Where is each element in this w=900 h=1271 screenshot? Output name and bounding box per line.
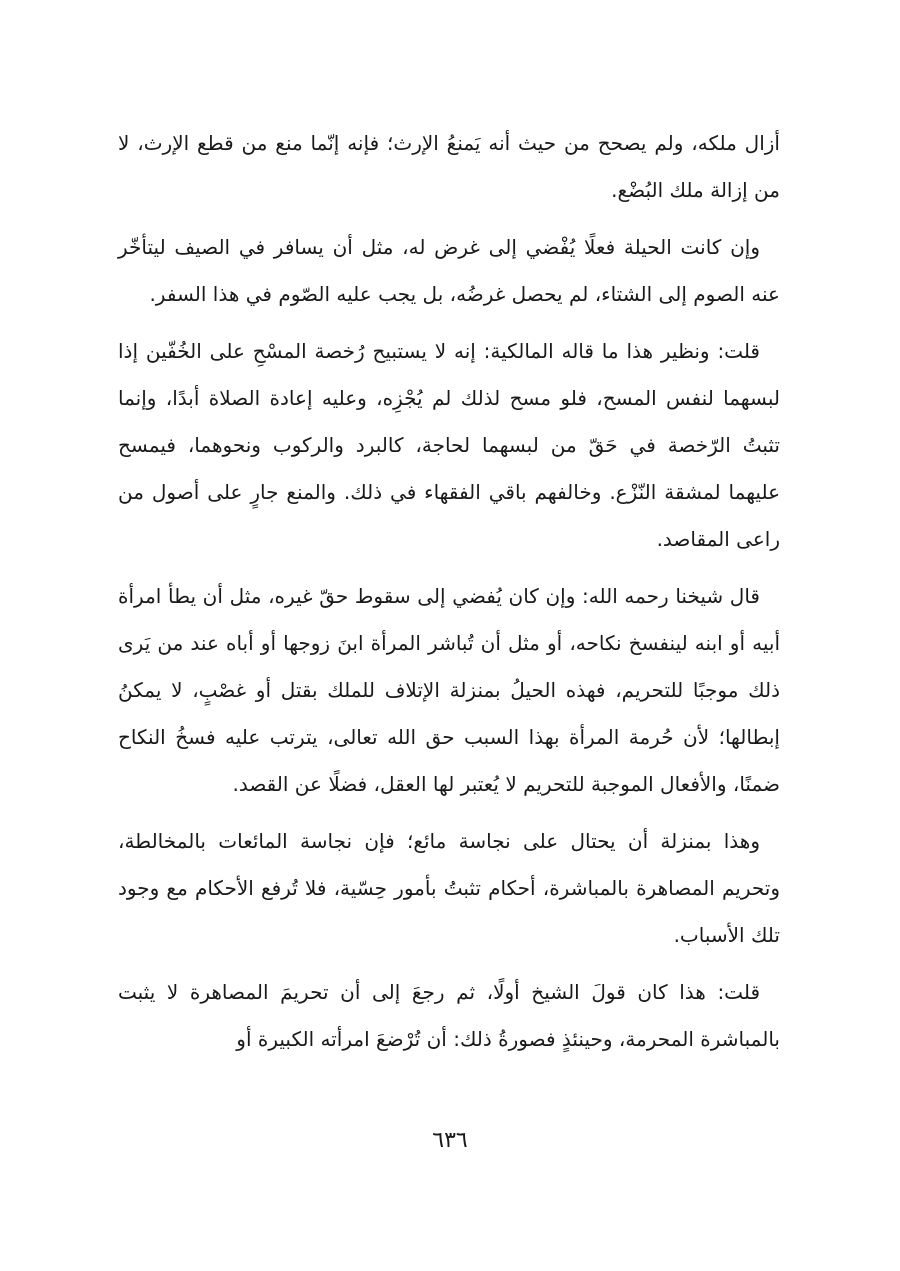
page-number: ٦٣٦ — [432, 1128, 468, 1153]
paragraph: قال شيخنا رحمه الله: وإن كان يُفضي إلى سقوط حقّ غيره، مثل أن يطأ امرأة أبيه أو ابنه لينفسخ نكاحه، أو مثل أن تُباشر المرأة ابنَ زوجها أو أباه عند من يَرى ذلك موجبًا للتحريم، فهذه الحيلُ بمنزلة الإتلاف للملك بقتل أو غصْبٍ، لا يمكنُ إبطالها؛ لأن حُرمة المرأة بهذا السبب حق الله تعالى، يترتب عليه فسخُ النكاح ضمنًا، والأفعال الموجبة للتحريم لا يُعتبر لها العقل، فضلًا عن القصد. — [118, 584, 780, 796]
paragraph: وهذا بمنزلة أن يحتال على نجاسة مائع؛ فإن نجاسة المائعات بالمخالطة، وتحريم المصاهرة بالمباشرة، أحكام تثبتُ بأمور حِسّية، فلا تُرفع الأحكام مع وجود تلك الأسباب. — [118, 829, 780, 947]
paragraph: قلت: ونظير هذا ما قاله المالكية: إنه لا يستبيح رُخصة المسْحِ على الخُفّين إذا لبسهما لنفس المسح، فلو مسح لذلك لم يُجْزِه، وعليه إعادة الصلاة أبدًا، وإنما تثبتُ الرّخصة في حَقّ من لبسهما لحاجة، كالبرد والركوب ونحوهما، فيمسح عليهما لمشقة النّزْع. وخالفهم باقي الفقهاء في ذلك. والمنع جارٍ على أصول من راعى المقاصد. — [118, 339, 780, 551]
paragraph: أزال ملكه، ولم يصحح من حيث أنه يَمنعُ الإرث؛ فإنه إنّما منع من قطع الإرث، لا من إزالة ملك البُضْع. — [118, 131, 780, 202]
paragraph: قلت: هذا كان قولَ الشيخ أولًا، ثم رجعَ إلى أن تحريمَ المصاهرة لا يثبت بالمباشرة المحرمة، وحينئذٍ فصورةُ ذلك: أن تُرْضعَ امرأته الكبيرة أو — [118, 980, 780, 1051]
paragraph: وإن كانت الحيلة فعلًا يُفْضي إلى غرض له، مثل أن يسافر في الصيف ليتأخّر عنه الصوم إلى الشتاء، لم يحصل غرضُه، بل يجب عليه الصّوم في هذا السفر. — [118, 235, 780, 306]
body-text — [118, 120, 780, 1073]
